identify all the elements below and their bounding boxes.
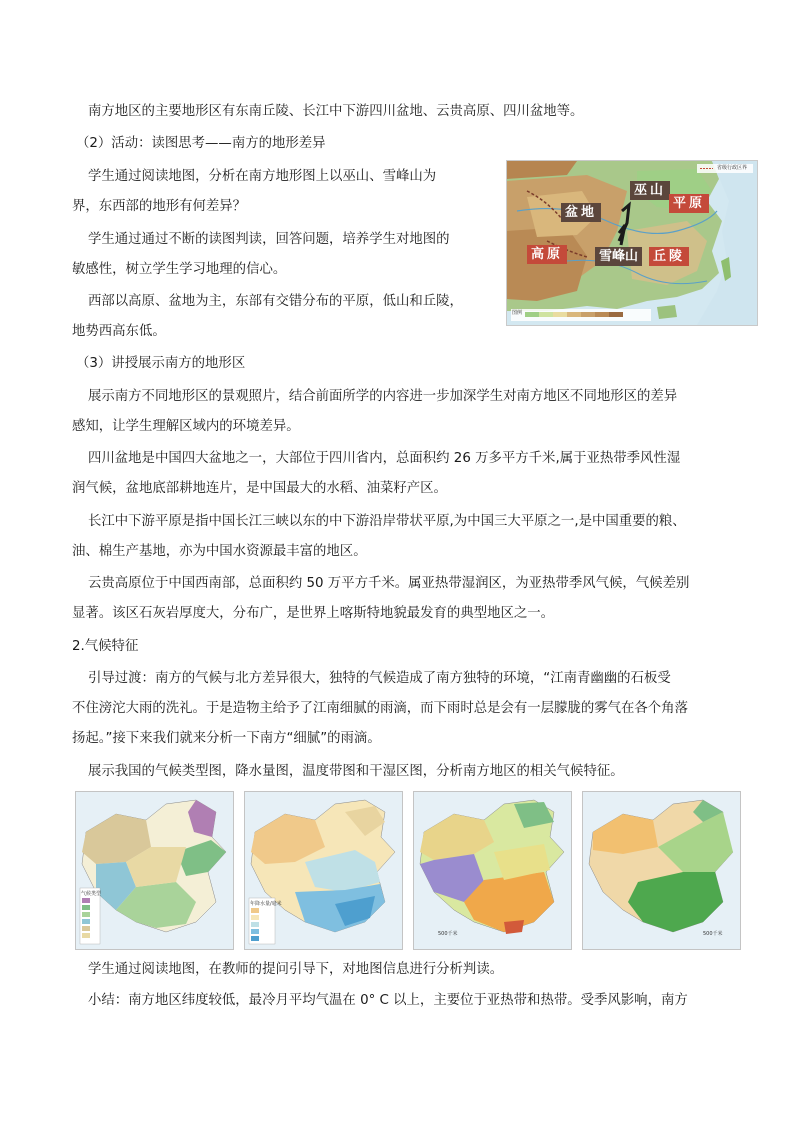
basin-label: 盆地 — [561, 203, 601, 222]
border-legend-label: 省级行政区界 — [717, 165, 748, 171]
section-3-heading: （3）讲授展示南方的地形区 — [76, 356, 246, 371]
paragraph-terrain-answer-1: 西部以高原、盆地为主，东部有交错分布的平原，低山和丘陵， — [88, 294, 463, 309]
precipitation-legend-title: 年降水量/毫米 — [250, 901, 282, 907]
wushan-label: 巫山 — [630, 181, 670, 200]
paragraph-landform-regions: 南方地区的主要地形区有东南丘陵、长江中下游四川盆地、云贵高原、四川盆地等。 — [88, 104, 584, 119]
precipitation-map-graphic — [245, 792, 402, 949]
plateau-label: 高原 — [527, 245, 567, 264]
precipitation-map — [244, 791, 403, 950]
paragraph-landscape-2: 感知，让学生理解区域内的环境差异。 — [72, 419, 300, 434]
climate-heading: 2.气候特征 — [72, 639, 139, 654]
paragraph-terrain-answer-2: 地势西高东低。 — [72, 324, 166, 339]
plain-label: 平原 — [669, 194, 709, 213]
hills-label: 丘陵 — [649, 247, 689, 266]
temperature-zone-map — [413, 791, 572, 950]
climate-type-legend-title: 气候类型 — [81, 891, 102, 897]
paragraph-read-map-1: 学生通过阅读地图，分析在南方地形图上以巫山、雪峰山为 — [88, 169, 437, 184]
temperature-zone-map-graphic — [414, 792, 571, 949]
paragraph-show-maps: 展示我国的气候类型图，降水量图，温度带图和干湿区图，分析南方地区的相关气候特征。 — [88, 764, 624, 779]
paragraph-transition-3: 扬起。”接下来我们就来分析一下南方“细腻”的雨滴。 — [72, 731, 381, 746]
dry-wet-region-map — [582, 791, 741, 950]
paragraph-transition-2: 不住滂沱大雨的洗礼。于是造物主给予了江南细腻的雨滴，而下雨时总是会有一层朦胧的雾气在各个角落 — [72, 701, 688, 716]
south-china-terrain-map — [506, 160, 758, 326]
climate-type-map — [75, 791, 234, 950]
paragraph-summary: 小结：南方地区纬度较低，最冷月平均气温在 0° C 以上，主要位于亚热带和热带。受季风影响，南方 — [88, 993, 688, 1008]
paragraph-yangtze-2: 油、棉生产基地，亦为中国水资源最丰富的地区。 — [72, 544, 367, 559]
paragraph-practice-2: 敏感性，树立学生学习地理的信心。 — [72, 262, 287, 277]
paragraph-yungui-1: 云贵高原位于中国西南部，总面积约 50 万平方千米。属亚热带湿润区，为亚热带季风气候，气候差别 — [88, 576, 690, 591]
paragraph-yangtze-1: 长江中下游平原是指中国长江三峡以东的中下游沿岸带状平原,为中国三大平原之一,是中国重要的粮、 — [88, 514, 686, 529]
paragraph-analysis: 学生通过阅读地图，在教师的提问引导下，对地图信息进行分析判读。 — [88, 962, 504, 977]
climate-type-map-graphic — [76, 792, 233, 949]
temperature-map-scale: 500千米 — [438, 931, 458, 937]
activity-heading: （2）活动：读图思考——南方的地形差异 — [76, 136, 326, 151]
paragraph-landscape-1: 展示南方不同地形区的景观照片，结合前面所学的内容进一步加深学生对南方地区不同地形区的差异 — [88, 389, 678, 404]
dry-wet-map-scale: 500千米 — [703, 931, 723, 937]
paragraph-sichuan-2: 润气候，盆地底部耕地连片，是中国最大的水稻、油菜籽产区。 — [72, 481, 447, 496]
xuefeng-mountain-label: 雪峰山 — [595, 247, 642, 266]
paragraph-transition-1: 引导过渡：南方的气候与北方差异很大，独特的气候造成了南方独特的环境，“江南青幽幽的石板受 — [88, 671, 671, 686]
paragraph-sichuan-1: 四川盆地是中国四大盆地之一，大部位于四川省内，总面积约 26 万多平方千米,属于亚热带季风性湿 — [88, 451, 681, 466]
map-legend-caption: 图例 — [512, 310, 523, 316]
paragraph-yungui-2: 显著。该区石灰岩厚度大，分布广，是世界上喀斯特地貌最发育的典型地区之一。 — [72, 606, 555, 621]
paragraph-practice-1: 学生通过通过不断的读图判读，回答问题，培养学生对地图的 — [88, 232, 450, 247]
paragraph-read-map-2: 界，东西部的地形有何差异？ — [72, 199, 247, 214]
dry-wet-region-map-graphic — [583, 792, 740, 949]
